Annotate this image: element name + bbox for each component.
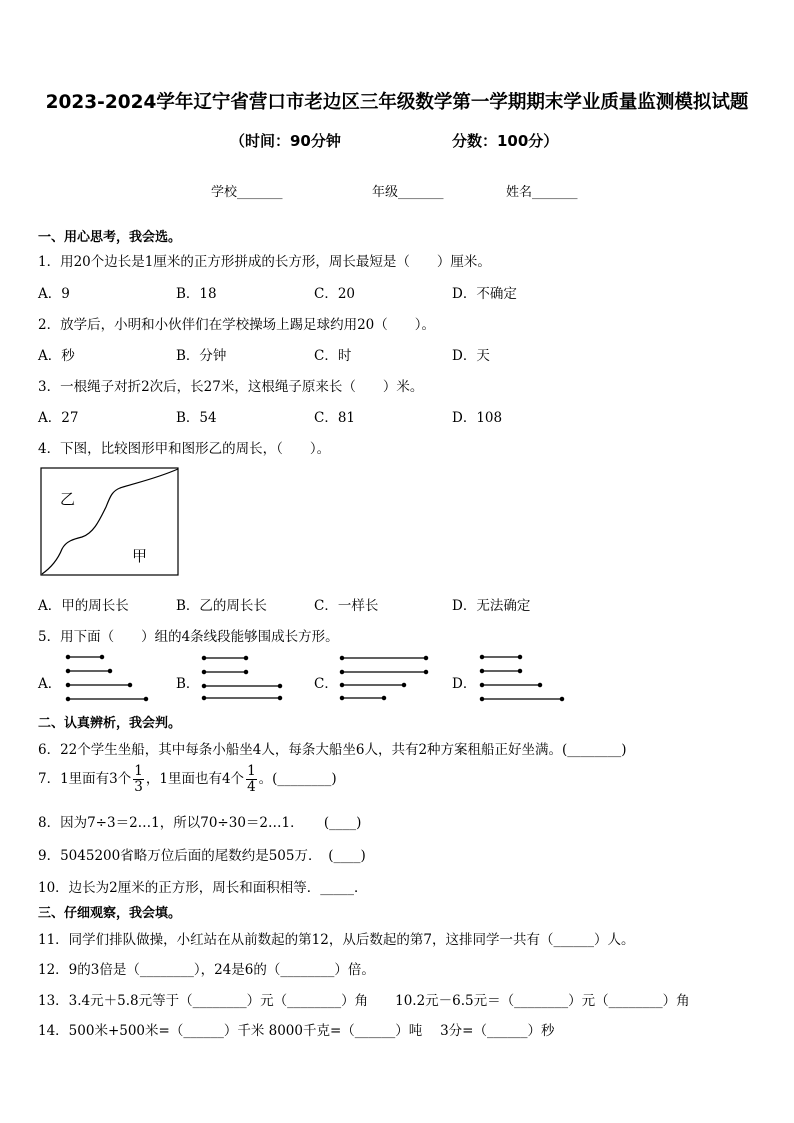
question-10: 10．边长为2厘米的正方形，周长和面积相等．_____． bbox=[38, 880, 368, 896]
q5-option-b: B． bbox=[176, 676, 200, 692]
question-1: 1．用20个边长是1厘米的正方形拼成的长方形，周长最短是（ ）厘米。 bbox=[38, 254, 491, 270]
q7-suffix: 。(________) bbox=[258, 771, 337, 787]
question-8: 8．因为7÷3＝2…1，所以70÷30＝2…1． (____) bbox=[38, 815, 362, 831]
q5-segments-a bbox=[64, 652, 154, 704]
question-6: 6．22个学生坐船，其中每条小船坐4人，每条大船坐6人，共有2种方案租船正好坐满。(________) bbox=[38, 742, 627, 758]
question-7 bbox=[38, 764, 337, 795]
question-13: 13．3.4元＋5.8元等于（________）元（________）角 10.2元－6.5元＝（________）元（________）角 bbox=[38, 993, 690, 1009]
question-12: 12．9的3倍是（________），24是6的（________）倍。 bbox=[38, 962, 375, 978]
q5-option-a: A． bbox=[38, 676, 62, 692]
q5-segments-d bbox=[478, 652, 568, 704]
q1-option-b: B．18 bbox=[176, 286, 217, 302]
q3-option-b: B．54 bbox=[176, 410, 217, 426]
q2-option-c: C．时 bbox=[314, 348, 352, 364]
q2-option-a: A．秒 bbox=[38, 348, 75, 364]
q3-option-d: D．108 bbox=[452, 410, 503, 426]
question-4: 4．下图，比较图形甲和图形乙的周长，（ ）。 bbox=[38, 441, 331, 457]
q4-option-c: C．一样长 bbox=[314, 598, 379, 614]
q5-segments-b bbox=[200, 652, 290, 704]
q1-option-a: A．9 bbox=[38, 286, 70, 302]
fraction-one-third bbox=[133, 764, 144, 795]
fraction-one-quarter bbox=[246, 764, 257, 795]
q5-option-d: D． bbox=[452, 676, 477, 692]
q4-option-b: B．乙的周长长 bbox=[176, 598, 267, 614]
q7-prefix: 7．1里面有3个 bbox=[38, 771, 132, 787]
question-3: 3．一根绳子对折2次后，长27米，这根绳子原来长（ ）米。 bbox=[38, 379, 424, 395]
q3-option-c: C．81 bbox=[314, 410, 356, 426]
question-5: 5．用下面（ ）组的4条线段能够围成长方形。 bbox=[38, 629, 339, 645]
q1-option-d: D．不确定 bbox=[452, 286, 517, 302]
q4-figure bbox=[40, 467, 180, 577]
fraction-denominator: 3 bbox=[134, 779, 143, 795]
q5-option-c: C． bbox=[314, 676, 338, 692]
question-14: 14．500米+500米=（______）千米 8000千克=（______）吨 3分=（______）秒 bbox=[38, 1023, 555, 1039]
page-title: 2023-2024学年辽宁省营口市老边区三年级数学第一学期期末学业质量监测模拟试题 bbox=[45, 92, 749, 113]
q1-option-c: C．20 bbox=[314, 286, 356, 302]
name-field: 姓名_______ bbox=[506, 185, 578, 200]
q4-option-a: A．甲的周长长 bbox=[38, 598, 129, 614]
section-2-heading: 二、认真辨析，我会判。 bbox=[38, 716, 182, 731]
q3-option-a: A．27 bbox=[38, 410, 79, 426]
grade-field: 年级_______ bbox=[372, 185, 444, 200]
q5-segments-c bbox=[338, 652, 438, 704]
fraction-numerator: 1 bbox=[247, 763, 256, 779]
figure-label-yi: 乙 bbox=[60, 490, 76, 508]
question-9: 9．5045200省略万位后面的尾数约是505万． (____) bbox=[38, 848, 366, 864]
question-11: 11．同学们排队做操，小红站在从前数起的第12，从后数起的第7，这排同学一共有（______）人。 bbox=[38, 932, 635, 948]
q4-option-d: D．无法确定 bbox=[452, 598, 531, 614]
q2-option-b: B．分钟 bbox=[176, 348, 227, 364]
fraction-numerator: 1 bbox=[134, 763, 143, 779]
exam-score: 分数：100分） bbox=[452, 132, 559, 150]
fraction-denominator: 4 bbox=[247, 779, 256, 795]
section-1-heading: 一、用心思考，我会选。 bbox=[38, 230, 182, 245]
section-3-heading: 三、仔细观察，我会填。 bbox=[38, 906, 182, 921]
question-2: 2．放学后，小明和小伙伴们在学校操场上踢足球约用20（ ）。 bbox=[38, 317, 436, 333]
q2-option-d: D．天 bbox=[452, 348, 490, 364]
school-field: 学校_______ bbox=[211, 185, 283, 200]
q7-middle: ，1里面也有4个 bbox=[145, 771, 245, 787]
figure-label-jia: 甲 bbox=[132, 547, 148, 565]
exam-time: （时间：90分钟 bbox=[230, 132, 341, 150]
